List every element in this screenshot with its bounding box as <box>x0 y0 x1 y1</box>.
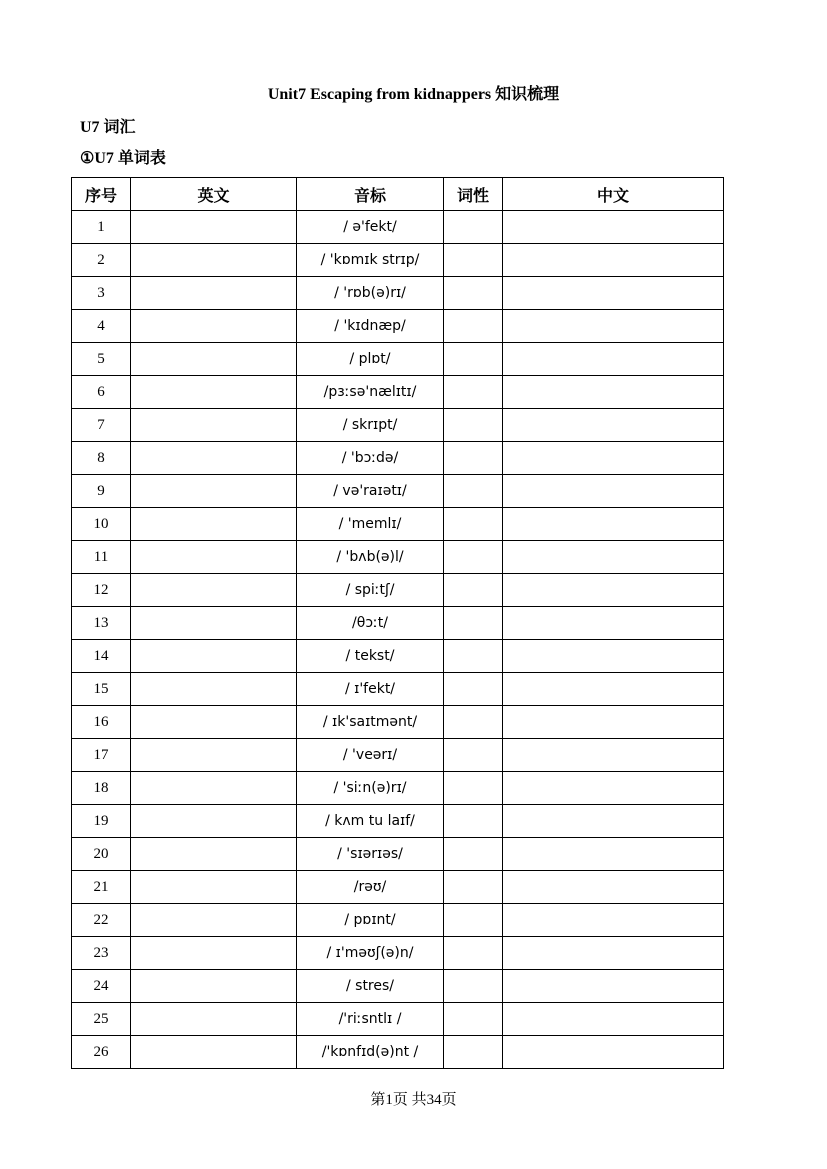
cell-english <box>131 475 297 508</box>
cell-index: 14 <box>72 640 131 673</box>
cell-part-of-speech <box>444 871 503 904</box>
cell-chinese <box>503 673 724 706</box>
cell-chinese <box>503 508 724 541</box>
cell-part-of-speech <box>444 838 503 871</box>
cell-chinese <box>503 805 724 838</box>
cell-part-of-speech <box>444 706 503 739</box>
cell-index: 23 <box>72 937 131 970</box>
table-row <box>72 805 724 838</box>
section-heading: U7 词汇 <box>80 119 136 136</box>
cell-part-of-speech <box>444 640 503 673</box>
table-row <box>72 607 724 640</box>
table-row <box>72 574 724 607</box>
cell-phonetic: /pɜːsə'nælɪtɪ/ <box>297 376 444 409</box>
table-row <box>72 310 724 343</box>
cell-index: 8 <box>72 442 131 475</box>
cell-phonetic: / 'memlɪ/ <box>297 508 444 541</box>
cell-phonetic: / və'raɪətɪ/ <box>297 475 444 508</box>
table-row <box>72 211 724 244</box>
cell-phonetic: / tekst/ <box>297 640 444 673</box>
page-footer: 第1页 共34页 <box>370 1092 457 1108</box>
cell-index: 11 <box>72 541 131 574</box>
cell-chinese <box>503 376 724 409</box>
cell-phonetic: / 'bɔːdə/ <box>297 442 444 475</box>
cell-chinese <box>503 937 724 970</box>
cell-english <box>131 871 297 904</box>
table-row <box>72 970 724 1003</box>
cell-english <box>131 640 297 673</box>
cell-english <box>131 508 297 541</box>
cell-part-of-speech <box>444 442 503 475</box>
cell-part-of-speech <box>444 772 503 805</box>
cell-index: 21 <box>72 871 131 904</box>
cell-english <box>131 244 297 277</box>
cell-english <box>131 970 297 1003</box>
cell-part-of-speech <box>444 376 503 409</box>
cell-phonetic: / 'rɒb(ə)rɪ/ <box>297 277 444 310</box>
cell-english <box>131 574 297 607</box>
cell-chinese <box>503 409 724 442</box>
cell-part-of-speech <box>444 475 503 508</box>
cell-index: 17 <box>72 739 131 772</box>
cell-phonetic: / ɪ'məʊʃ(ə)n/ <box>297 937 444 970</box>
cell-chinese <box>503 244 724 277</box>
cell-english <box>131 1036 297 1069</box>
cell-part-of-speech <box>444 904 503 937</box>
cell-chinese <box>503 211 724 244</box>
table-row <box>72 409 724 442</box>
cell-chinese <box>503 1003 724 1036</box>
cell-part-of-speech <box>444 805 503 838</box>
cell-english <box>131 706 297 739</box>
cell-index: 25 <box>72 1003 131 1036</box>
cell-chinese <box>503 442 724 475</box>
cell-chinese <box>503 277 724 310</box>
cell-index: 9 <box>72 475 131 508</box>
cell-index: 10 <box>72 508 131 541</box>
cell-english <box>131 376 297 409</box>
cell-english <box>131 607 297 640</box>
cell-index: 18 <box>72 772 131 805</box>
cell-chinese <box>503 343 724 376</box>
cell-phonetic: / pɒɪnt/ <box>297 904 444 937</box>
cell-chinese <box>503 706 724 739</box>
header-chinese: 中文 <box>503 178 724 211</box>
cell-index: 7 <box>72 409 131 442</box>
cell-part-of-speech <box>444 508 503 541</box>
cell-english <box>131 1003 297 1036</box>
cell-english <box>131 838 297 871</box>
cell-chinese <box>503 871 724 904</box>
table-row <box>72 739 724 772</box>
table-row <box>72 904 724 937</box>
cell-index: 13 <box>72 607 131 640</box>
cell-chinese <box>503 970 724 1003</box>
cell-phonetic: / spiːtʃ/ <box>297 574 444 607</box>
table-row <box>72 508 724 541</box>
cell-chinese <box>503 640 724 673</box>
cell-english <box>131 904 297 937</box>
cell-chinese <box>503 904 724 937</box>
cell-phonetic: /'kɒnfɪd(ə)nt / <box>297 1036 444 1069</box>
table-row <box>72 673 724 706</box>
cell-chinese <box>503 607 724 640</box>
cell-english <box>131 409 297 442</box>
cell-english <box>131 211 297 244</box>
cell-chinese <box>503 838 724 871</box>
cell-phonetic: / 'siːn(ə)rɪ/ <box>297 772 444 805</box>
cell-index: 3 <box>72 277 131 310</box>
cell-phonetic: / stres/ <box>297 970 444 1003</box>
cell-part-of-speech <box>444 343 503 376</box>
cell-part-of-speech <box>444 409 503 442</box>
table-row <box>72 376 724 409</box>
table-header-row <box>72 178 724 211</box>
cell-phonetic: / 'sɪərɪəs/ <box>297 838 444 871</box>
cell-phonetic: / 'kɒmɪk strɪp/ <box>297 244 444 277</box>
cell-phonetic: /rəʊ/ <box>297 871 444 904</box>
cell-part-of-speech <box>444 310 503 343</box>
cell-english <box>131 541 297 574</box>
cell-english <box>131 739 297 772</box>
cell-part-of-speech <box>444 937 503 970</box>
cell-chinese <box>503 1036 724 1069</box>
cell-part-of-speech <box>444 607 503 640</box>
subsection-heading: ①U7 单词表 <box>80 150 166 167</box>
cell-index: 2 <box>72 244 131 277</box>
cell-part-of-speech <box>444 277 503 310</box>
cell-english <box>131 310 297 343</box>
table-row <box>72 244 724 277</box>
cell-chinese <box>503 475 724 508</box>
cell-phonetic: / 'veərɪ/ <box>297 739 444 772</box>
cell-index: 12 <box>72 574 131 607</box>
cell-phonetic: / 'kɪdnæp/ <box>297 310 444 343</box>
cell-part-of-speech <box>444 970 503 1003</box>
cell-phonetic: / ɪ'fekt/ <box>297 673 444 706</box>
cell-english <box>131 277 297 310</box>
table-row <box>72 772 724 805</box>
cell-phonetic: /θɔːt/ <box>297 607 444 640</box>
table-row <box>72 838 724 871</box>
cell-english <box>131 673 297 706</box>
cell-part-of-speech <box>444 739 503 772</box>
cell-phonetic: / 'bʌb(ə)l/ <box>297 541 444 574</box>
header-english: 英文 <box>131 178 297 211</box>
cell-english <box>131 343 297 376</box>
cell-phonetic: / kʌm tu laɪf/ <box>297 805 444 838</box>
cell-phonetic: / skrɪpt/ <box>297 409 444 442</box>
cell-index: 1 <box>72 211 131 244</box>
cell-part-of-speech <box>444 211 503 244</box>
vocabulary-table <box>71 177 724 1069</box>
table-row <box>72 1036 724 1069</box>
header-part-of-speech: 词性 <box>444 178 503 211</box>
table-row <box>72 1003 724 1036</box>
table-row <box>72 277 724 310</box>
cell-part-of-speech <box>444 1003 503 1036</box>
cell-english <box>131 937 297 970</box>
cell-part-of-speech <box>444 574 503 607</box>
cell-index: 4 <box>72 310 131 343</box>
cell-part-of-speech <box>444 1036 503 1069</box>
cell-index: 5 <box>72 343 131 376</box>
cell-part-of-speech <box>444 673 503 706</box>
cell-phonetic: /'riːsntlɪ / <box>297 1003 444 1036</box>
cell-chinese <box>503 310 724 343</box>
cell-chinese <box>503 541 724 574</box>
table-row <box>72 871 724 904</box>
header-index: 序号 <box>72 178 131 211</box>
cell-phonetic: / ə'fekt/ <box>297 211 444 244</box>
cell-index: 16 <box>72 706 131 739</box>
cell-index: 24 <box>72 970 131 1003</box>
cell-part-of-speech <box>444 244 503 277</box>
cell-index: 15 <box>72 673 131 706</box>
cell-index: 26 <box>72 1036 131 1069</box>
cell-chinese <box>503 772 724 805</box>
document-title: Unit7 Escaping from kidnappers 知识梳理 <box>267 86 560 103</box>
table-row <box>72 706 724 739</box>
cell-phonetic: / plɒt/ <box>297 343 444 376</box>
table-row <box>72 475 724 508</box>
table-row <box>72 442 724 475</box>
cell-index: 19 <box>72 805 131 838</box>
table-row <box>72 937 724 970</box>
cell-part-of-speech <box>444 541 503 574</box>
table-row <box>72 541 724 574</box>
cell-phonetic: / ɪk'saɪtmənt/ <box>297 706 444 739</box>
cell-english <box>131 772 297 805</box>
header-phonetic: 音标 <box>297 178 444 211</box>
cell-index: 22 <box>72 904 131 937</box>
cell-chinese <box>503 739 724 772</box>
table-row <box>72 343 724 376</box>
cell-english <box>131 805 297 838</box>
table-row <box>72 640 724 673</box>
cell-index: 6 <box>72 376 131 409</box>
cell-english <box>131 442 297 475</box>
cell-index: 20 <box>72 838 131 871</box>
cell-chinese <box>503 574 724 607</box>
